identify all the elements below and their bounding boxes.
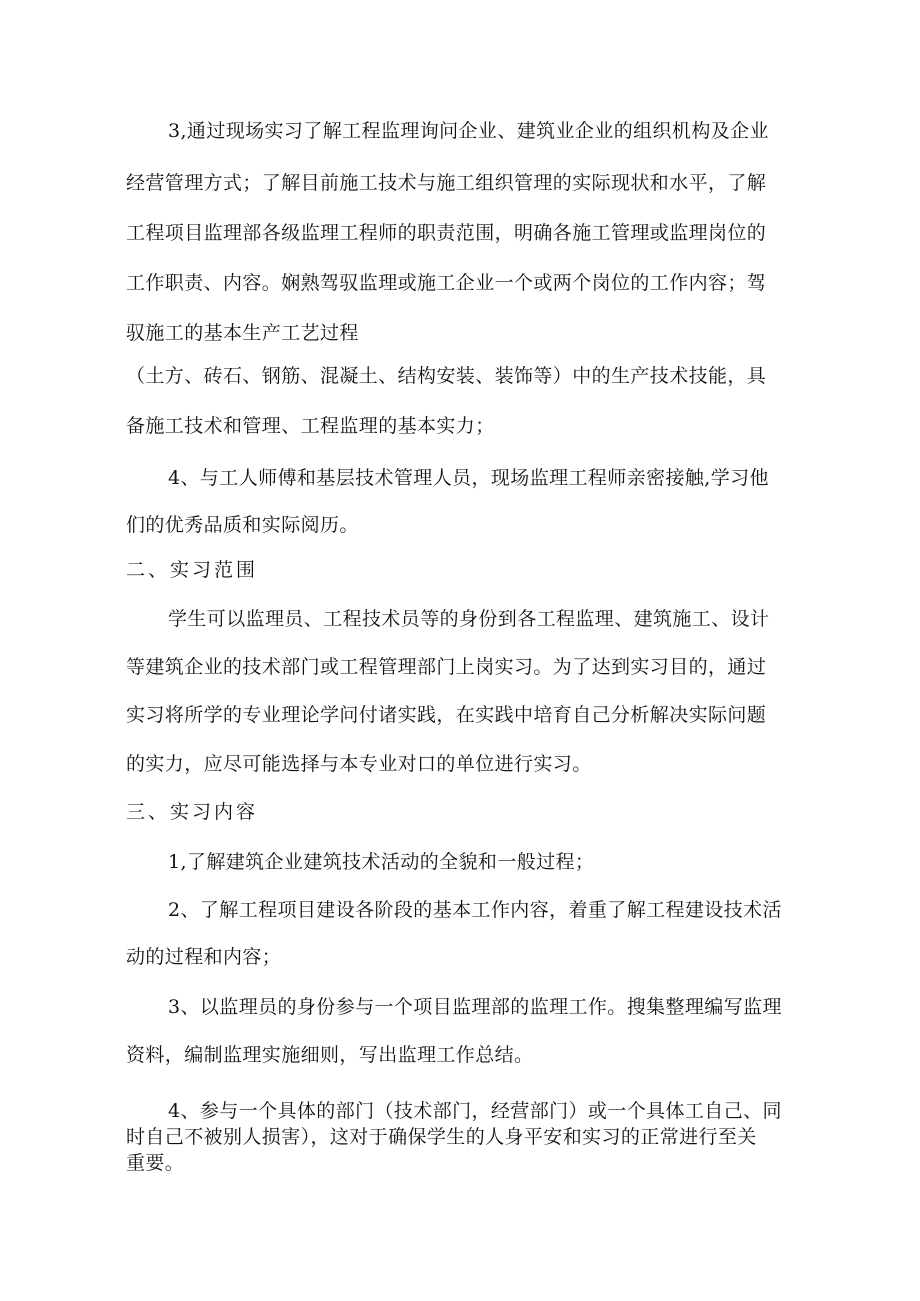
text-line: 驭施工的基本生产工艺过程 <box>126 322 359 344</box>
section-heading: 二、实习范围 <box>126 559 259 581</box>
text-line: 实习将所学的专业理论学问付诸实践，在实践中培育自己分析解决实际问题 <box>126 704 767 726</box>
text-line: 2、了解工程项目建设各阶段的基本工作内容，着重了解工程建设技术活 <box>168 899 782 921</box>
text-line: 学生可以监理员、工程技术员等的身份到各工程监理、建筑施工、设计 <box>168 608 770 630</box>
text-line: 们的优秀品质和实际阅历。 <box>126 514 359 536</box>
text-line: 4、与工人师傅和基层技术管理人员，现场监理工程师亲密接触,学习他 <box>168 467 769 489</box>
text-line: 工程项目监理部各级监理工程师的职责范围，明确各施工管理或监理岗位的 <box>126 222 767 244</box>
text-line: 重要。 <box>126 1152 185 1174</box>
text-line: 4、参与一个具体的部门（技术部门，经营部门）或一个具体工自己、同 <box>168 1100 782 1122</box>
text-line: 的实力，应尽可能选择与本专业对口的单位进行实习。 <box>126 753 592 775</box>
text-line: 动的过程和内容； <box>126 946 282 968</box>
text-line: 等建筑企业的技术部门或工程管理部门上岗实习。为了达到实习目的，通过 <box>126 656 767 678</box>
text-line: 1,了解建筑企业建筑技术活动的全貌和一般过程； <box>168 851 595 873</box>
text-line: 经营管理方式；了解目前施工技术与施工组织管理的实际现状和水平，了解 <box>126 172 767 194</box>
text-line: 时自己不被别人损害），这对于确保学生的人身平安和实习的正常进行至关 <box>126 1126 757 1148</box>
text-line: （土方、砖石、钢筋、混凝土、结构安装、装饰等）中的生产技术技能，具 <box>126 365 767 387</box>
text-line: 资料，编制监理实施细则，写出监理工作总结。 <box>126 1044 534 1066</box>
text-line: 备施工技术和管理、工程监理的基本实力； <box>126 415 495 437</box>
section-heading: 三、实习内容 <box>126 801 259 823</box>
text-line: 3、以监理员的身份参与一个项目监理部的监理工作。搜集整理编写监理 <box>168 996 782 1018</box>
text-line: 工作职责、内容。娴熟驾驭监理或施工企业一个或两个岗位的工作内容；驾 <box>126 272 767 294</box>
text-line: 3,通过现场实习了解工程监理询问企业、建筑业企业的组织机构及企业 <box>168 120 769 142</box>
